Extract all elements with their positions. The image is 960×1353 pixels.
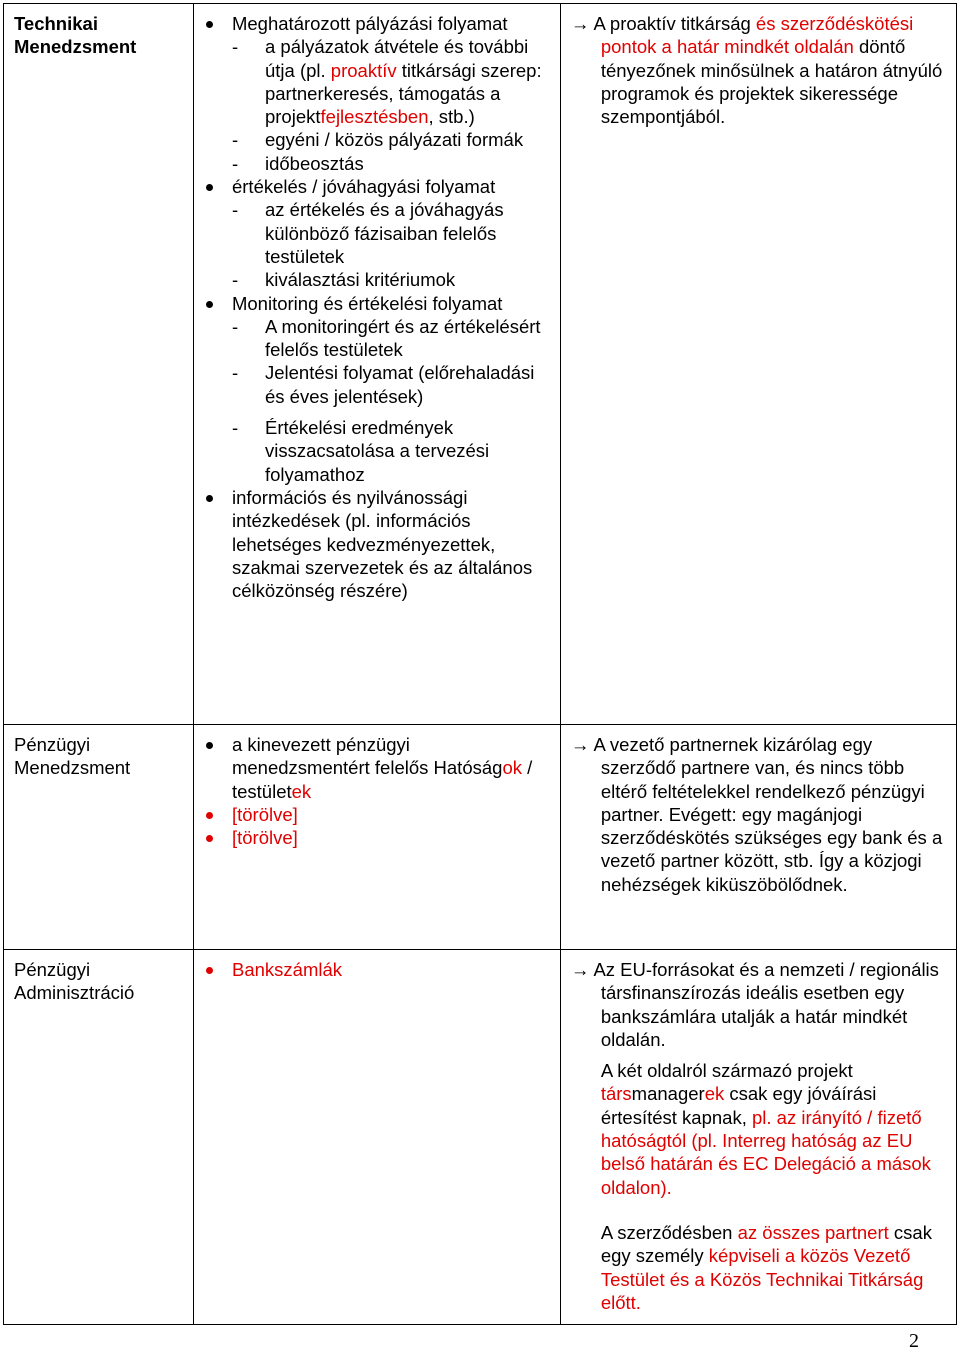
notes-cell bbox=[560, 725, 956, 950]
table-row bbox=[4, 4, 957, 725]
row-header bbox=[4, 950, 193, 1015]
list-item bbox=[204, 292, 550, 486]
dash-marker: - bbox=[231, 315, 239, 337]
content-table bbox=[3, 3, 957, 1325]
dash-marker: - bbox=[231, 152, 239, 174]
text-run: a kinevezett pénzügyi menedzsmentért felelős Hatóság bbox=[231, 734, 503, 779]
note-paragraph bbox=[571, 733, 946, 896]
revision-text: [törölve] bbox=[231, 827, 298, 849]
sub-item bbox=[232, 268, 550, 291]
revision-text: pl. az irányító / fizető hatóságtól (pl. Interreg hatóság az EU belső határán és EC Delegáció a mások oldalon). bbox=[600, 1106, 931, 1198]
bullet-title bbox=[232, 12, 550, 35]
text-run: információs és nyilvánossági intézkedések (pl. információs lehetséges kedvezményezettek, szakmai szervezetek és az általános célközönség részére) bbox=[231, 486, 533, 602]
text-run: titkársági szerep: partnerkeresés, támogatás a projekt bbox=[264, 59, 542, 128]
bullet-title bbox=[232, 826, 550, 849]
bullet-cell bbox=[193, 950, 560, 1325]
row-header-line: Menedzsment bbox=[14, 36, 137, 58]
table-row bbox=[4, 950, 957, 1325]
bullet-title bbox=[232, 733, 550, 803]
revision-text: Bankszámlák bbox=[231, 959, 342, 980]
text-run: döntő tényezőnek minősülnek a határon átnyúló programok és projektek sikeressége szempontjából. bbox=[600, 36, 943, 128]
bullet-icon bbox=[206, 495, 213, 502]
sub-item bbox=[232, 198, 550, 268]
text-run: időbeosztás bbox=[264, 152, 364, 174]
text-run: A monitoringért és az értékelésért felelős testületek bbox=[264, 315, 541, 361]
row-header-line: Menedzsment bbox=[14, 757, 131, 779]
text-run: kiválasztási kritériumok bbox=[264, 269, 456, 291]
bullet-list bbox=[204, 958, 550, 981]
bullet-list bbox=[204, 733, 550, 849]
bullet-title bbox=[232, 958, 550, 981]
bullet-icon bbox=[206, 742, 213, 749]
row-header-cell bbox=[4, 4, 194, 725]
revision-text: ok bbox=[502, 757, 522, 779]
dash-marker: - bbox=[231, 36, 239, 58]
list-item bbox=[204, 12, 550, 175]
sub-item bbox=[232, 361, 550, 408]
bullet-icon bbox=[206, 812, 213, 819]
revision-text: ek bbox=[704, 1083, 725, 1105]
page-number: 2 bbox=[909, 1330, 919, 1352]
text-run: → A vezető partnernek kizárólag egy szerződő partnere van, és nincs több eltérő feltételekkel rendelkező pénzügyi partner. Evégett: egy magánjogi szerződéskötés szükséges egy bank és a vezető partner között, stb. Így a közjogi nehézségek kiküszöbölődnek. bbox=[570, 734, 943, 895]
text-run: Meghatározott pályázási folyamat bbox=[231, 13, 508, 34]
text-run: manager bbox=[631, 1083, 705, 1105]
note-paragraph bbox=[571, 1059, 946, 1199]
revision-text: proaktív bbox=[330, 59, 397, 81]
row-header-line: Pénzügyi bbox=[14, 734, 91, 755]
notes-cell bbox=[560, 4, 956, 725]
text-run: csak egy személy bbox=[600, 1221, 932, 1267]
bullet-cell bbox=[193, 725, 560, 950]
sub-item bbox=[232, 152, 550, 175]
text-run: Értékelési eredmények visszacsatolása a tervezési folyamathoz bbox=[264, 417, 490, 485]
revision-text: [törölve] bbox=[231, 803, 298, 825]
bullet-icon bbox=[206, 967, 213, 974]
list-item bbox=[204, 733, 550, 803]
text-run: , stb.) bbox=[428, 106, 475, 128]
text-run: A két oldalról származó projekt bbox=[600, 1060, 853, 1082]
bullet-icon bbox=[206, 835, 213, 842]
bullet-icon bbox=[206, 184, 213, 191]
dash-marker: - bbox=[231, 199, 239, 221]
text-run: → A proaktív titkárság bbox=[570, 13, 756, 34]
revision-text: társ bbox=[600, 1083, 632, 1105]
note-paragraph bbox=[571, 12, 946, 128]
revision-text: ek bbox=[291, 780, 312, 802]
list-item bbox=[204, 803, 550, 826]
row-header-line: Technikai bbox=[14, 13, 98, 34]
text-run: a pályázatok átvétele és további útja (pl. bbox=[264, 36, 529, 81]
bullet-list bbox=[204, 12, 550, 602]
row-header bbox=[4, 4, 193, 69]
text-run: / testület bbox=[231, 757, 533, 802]
text-run: csak egy jóváírási értesítést kapnak, bbox=[600, 1083, 877, 1128]
note-paragraph bbox=[571, 1221, 946, 1314]
list-item bbox=[204, 826, 550, 849]
sub-item bbox=[232, 128, 550, 151]
revision-text: és szerződéskötési pontok a határ mindkét oldalán bbox=[600, 13, 914, 58]
dash-marker: - bbox=[231, 129, 239, 151]
row-header bbox=[4, 725, 193, 790]
bullet-title bbox=[232, 292, 550, 315]
list-item bbox=[204, 486, 550, 602]
text-run: Monitoring és értékelési folyamat bbox=[231, 292, 503, 314]
bullet-title bbox=[232, 803, 550, 826]
bullet-icon bbox=[206, 21, 213, 28]
note-paragraph bbox=[571, 958, 946, 1051]
sub-item bbox=[232, 416, 550, 486]
row-header-cell bbox=[4, 950, 194, 1325]
row-header-cell bbox=[4, 725, 194, 950]
bullet-title bbox=[232, 486, 550, 602]
text-run: Jelentési folyamat (előrehaladási és éves jelentések) bbox=[264, 362, 535, 407]
text-run: értékelés / jóváhagyási folyamat bbox=[231, 176, 496, 198]
list-item bbox=[204, 175, 550, 291]
text-run: egyéni / közös pályázati formák bbox=[264, 129, 524, 151]
list-item bbox=[204, 958, 550, 981]
row-header-line: Adminisztráció bbox=[14, 982, 135, 1004]
revision-text: képviseli a közös Vezető Testület és a Közös Technikai Titkárság előtt. bbox=[600, 1245, 924, 1313]
dash-marker: - bbox=[231, 269, 239, 291]
text-run: A szerződésben bbox=[600, 1221, 738, 1243]
revision-text: az összes partnert bbox=[737, 1221, 889, 1243]
bullet-icon bbox=[206, 301, 213, 308]
bullet-title bbox=[232, 175, 550, 198]
bullet-cell bbox=[193, 4, 560, 725]
text-run: az értékelés és a jóváhagyás különböző fázisaiban felelős testületek bbox=[264, 199, 504, 267]
dash-marker: - bbox=[231, 362, 239, 384]
table-row bbox=[4, 725, 957, 950]
text-run: → Az EU-forrásokat és a nemzeti / regionális társfinanszírozás ideális esetben egy bankszámlára utalják a határ mindkét oldalán. bbox=[570, 959, 939, 1050]
sub-item bbox=[232, 35, 550, 128]
notes-cell bbox=[560, 950, 956, 1325]
row-header-line: Pénzügyi bbox=[14, 959, 91, 980]
sub-item bbox=[232, 315, 550, 362]
revision-text: fejlesztésben bbox=[320, 106, 429, 128]
dash-marker: - bbox=[231, 417, 239, 439]
